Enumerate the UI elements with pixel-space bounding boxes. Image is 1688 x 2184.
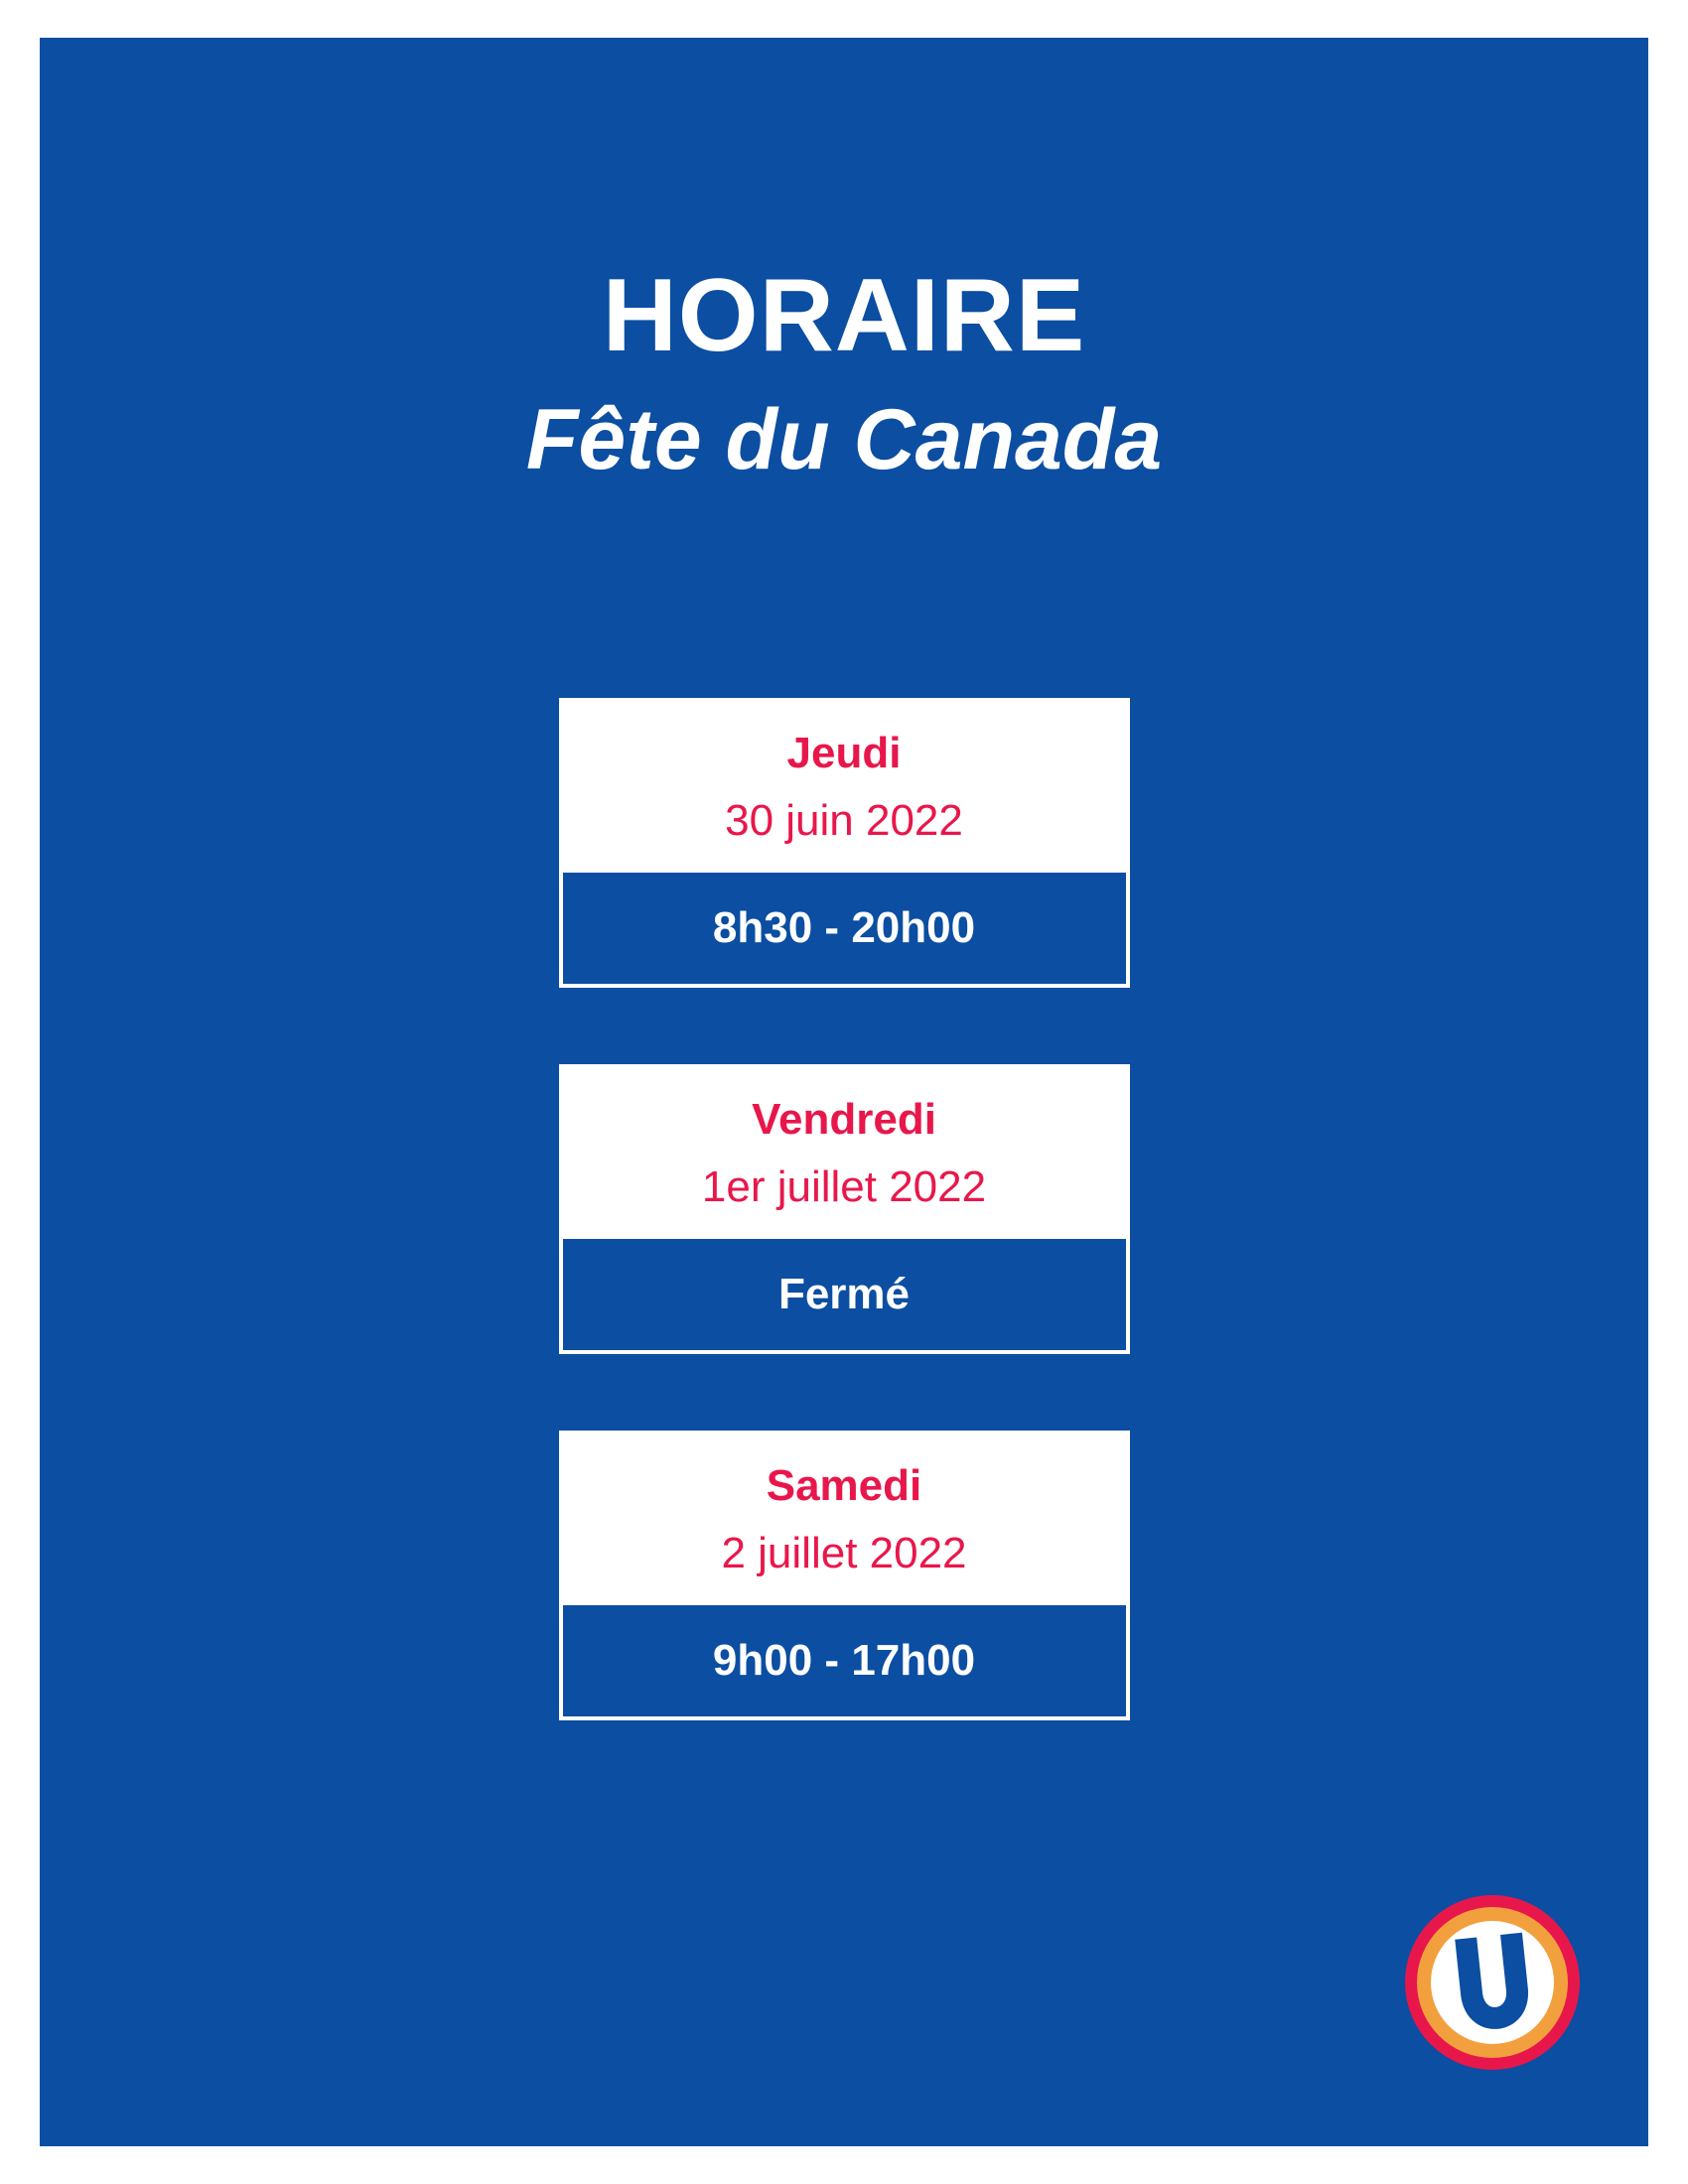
u-logo-icon [1398, 1888, 1587, 2077]
schedule-date: 1er juillet 2022 [701, 1162, 987, 1211]
poster [40, 38, 1648, 2146]
page-title: HORAIRE [602, 258, 1086, 373]
schedule-hours: Fermé [777, 1270, 911, 1318]
schedule-day: Jeudi [786, 729, 902, 777]
schedule-date: 30 juin 2022 [725, 796, 963, 845]
schedule-card [559, 1431, 1130, 1720]
schedule-card-header [563, 702, 1126, 869]
schedule-card [559, 698, 1130, 988]
schedule-card [559, 1064, 1130, 1354]
schedule-card-header [563, 1434, 1126, 1601]
schedule-hours: 9h00 - 17h00 [712, 1636, 976, 1685]
schedule-card-hours-band [563, 1235, 1126, 1350]
page-subtitle: Fête du Canada [525, 392, 1163, 487]
schedule-hours: 8h30 - 20h00 [712, 903, 976, 952]
schedule-card-header [563, 1068, 1126, 1235]
schedule-list [40, 698, 1648, 1720]
poster-header [40, 258, 1648, 487]
schedule-day: Samedi [766, 1461, 922, 1510]
schedule-day: Vendredi [752, 1095, 936, 1144]
schedule-card-hours-band [563, 869, 1126, 984]
schedule-date: 2 juillet 2022 [721, 1529, 967, 1577]
schedule-card-hours-band [563, 1601, 1126, 1716]
